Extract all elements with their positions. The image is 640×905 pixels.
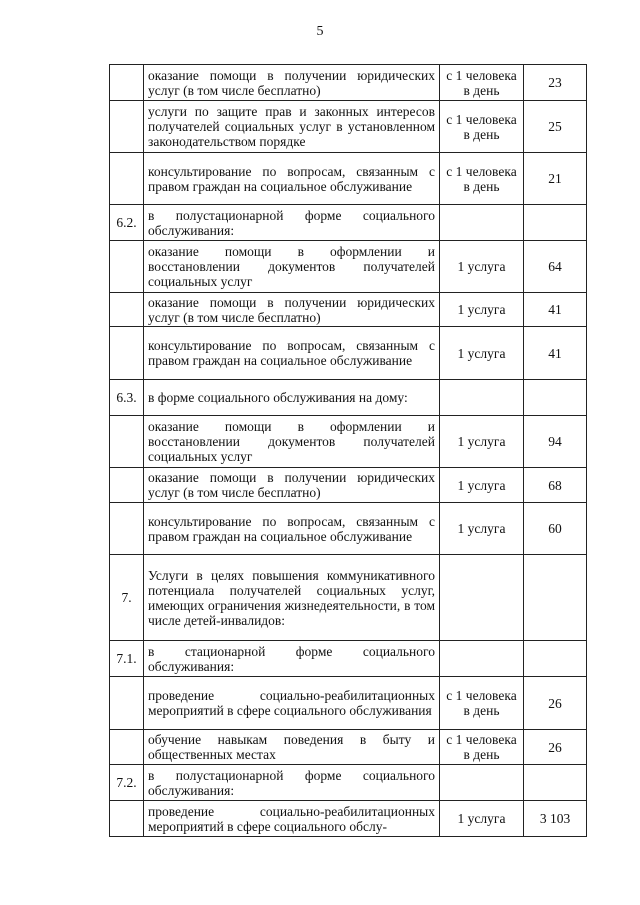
service-unit: 1 услуга	[440, 293, 524, 327]
row-number	[110, 730, 144, 765]
table-row	[110, 416, 587, 468]
row-number	[110, 293, 144, 327]
service-value: 25	[524, 101, 587, 153]
service-value: 64	[524, 241, 587, 293]
service-value: 41	[524, 293, 587, 327]
service-unit: 1 услуга	[440, 241, 524, 293]
service-name: проведение социально-реабилитационных мероприятий в сфере социального обслуживания	[144, 677, 440, 730]
service-unit	[440, 205, 524, 241]
table-row	[110, 293, 587, 327]
service-unit: с 1 человека в день	[440, 101, 524, 153]
service-name: оказание помощи в получении юридических услуг (в том числе бесплатно)	[144, 468, 440, 503]
service-value: 23	[524, 65, 587, 101]
row-number: 7.	[110, 555, 144, 641]
table-row	[110, 101, 587, 153]
service-value: 3 103	[524, 801, 587, 837]
service-value	[524, 641, 587, 677]
service-name: оказание помощи в оформлении и восстановлении документов получателей социальных услуг	[144, 416, 440, 468]
table-row	[110, 380, 587, 416]
service-name: консультирование по вопросам, связанным с правом граждан на социальное обслуживание	[144, 153, 440, 205]
table-row	[110, 65, 587, 101]
service-name: оказание помощи в получении юридических услуг (в том числе бесплатно)	[144, 65, 440, 101]
table-row	[110, 801, 587, 837]
row-number	[110, 101, 144, 153]
service-value: 26	[524, 677, 587, 730]
service-name: консультирование по вопросам, связанным с правом граждан на социальное обслуживание	[144, 503, 440, 555]
table-row	[110, 641, 587, 677]
table-row	[110, 241, 587, 293]
service-name: услуги по защите прав и законных интересов получателей социальных услуг в установленном законодательством порядке	[144, 101, 440, 153]
row-number: 7.2.	[110, 765, 144, 801]
table-row	[110, 468, 587, 503]
section-title: в полустационарной форме социального обслуживания:	[144, 765, 440, 801]
service-value	[524, 555, 587, 641]
row-number	[110, 241, 144, 293]
table-row	[110, 153, 587, 205]
table-row	[110, 555, 587, 641]
page-number: 5	[316, 24, 324, 39]
service-name: оказание помощи в оформлении и восстановлении документов получателей социальных услуг	[144, 241, 440, 293]
table-row	[110, 503, 587, 555]
service-name: оказание помощи в получении юридических услуг (в том числе бесплатно)	[144, 293, 440, 327]
service-unit	[440, 765, 524, 801]
row-number	[110, 468, 144, 503]
row-number: 6.3.	[110, 380, 144, 416]
row-number	[110, 677, 144, 730]
section-title: в полустационарной форме социального обслуживания:	[144, 205, 440, 241]
service-value	[524, 765, 587, 801]
service-value: 41	[524, 327, 587, 380]
table-row	[110, 730, 587, 765]
section-title: в стационарной форме социального обслуживания:	[144, 641, 440, 677]
service-unit: с 1 человека в день	[440, 677, 524, 730]
row-number	[110, 503, 144, 555]
service-unit	[440, 555, 524, 641]
table-row	[110, 205, 587, 241]
service-unit: с 1 человека в день	[440, 65, 524, 101]
service-unit	[440, 380, 524, 416]
service-name: консультирование по вопросам, связанным с правом граждан на социальное обслуживание	[144, 327, 440, 380]
service-unit: 1 услуга	[440, 801, 524, 837]
row-number	[110, 65, 144, 101]
service-value	[524, 205, 587, 241]
service-unit: 1 услуга	[440, 503, 524, 555]
service-value: 68	[524, 468, 587, 503]
service-value: 94	[524, 416, 587, 468]
table-row	[110, 677, 587, 730]
row-number: 7.1.	[110, 641, 144, 677]
service-unit: 1 услуга	[440, 416, 524, 468]
table-row	[110, 327, 587, 380]
section-title: в форме социального обслуживания на дому:	[144, 380, 440, 416]
service-name: проведение социально-реабилитационных мероприятий в сфере социального обслу-	[144, 801, 440, 837]
section-title: Услуги в целях повышения коммуникативного потенциала получателей социальных услуг, имеющих ограничения жизнедеятельности, в том числе детей-инвалидов:	[144, 555, 440, 641]
row-number	[110, 327, 144, 380]
row-number	[110, 416, 144, 468]
service-unit: с 1 человека в день	[440, 153, 524, 205]
service-value	[524, 380, 587, 416]
service-name: обучение навыкам поведения в быту и общественных местах	[144, 730, 440, 765]
table-row	[110, 765, 587, 801]
row-number: 6.2.	[110, 205, 144, 241]
service-value: 21	[524, 153, 587, 205]
service-unit	[440, 641, 524, 677]
row-number	[110, 801, 144, 837]
service-unit: 1 услуга	[440, 327, 524, 380]
services-tariff-table	[109, 64, 587, 837]
service-unit: 1 услуга	[440, 468, 524, 503]
service-value: 60	[524, 503, 587, 555]
row-number	[110, 153, 144, 205]
service-unit: с 1 человека в день	[440, 730, 524, 765]
service-value: 26	[524, 730, 587, 765]
